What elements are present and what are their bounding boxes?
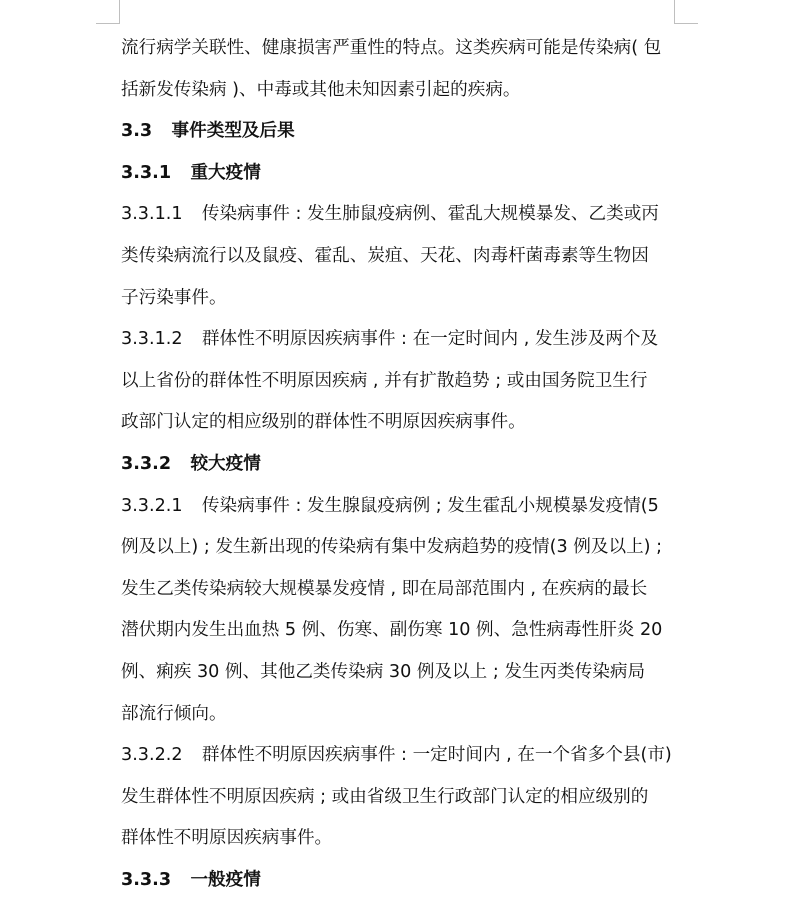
- paragraph-line: 群体性不明原因疾病事件。: [121, 828, 333, 849]
- item-3-3-1-1-line: [121, 194, 691, 236]
- paragraph-line: 以上省份的群体性不明原因疾病 , 并有扩散趋势 ; 或由国务院卫生行: [121, 370, 648, 391]
- item-number: 3.3.2.2: [121, 745, 183, 766]
- paragraph-line: 部流行倾向。: [121, 703, 227, 724]
- heading-title: 重大疫情: [190, 162, 261, 183]
- paragraph-line: 括新发传染病 )、中毒或其他未知因素引起的疾病。: [121, 79, 521, 100]
- heading-number: 3.3: [121, 121, 153, 142]
- crop-mark-top-left-horizontal: [96, 23, 120, 24]
- item-text: 传染病事件 : 发生腺鼠疫病例 ; 发生霍乱小规模暴发疫情(5: [201, 495, 659, 516]
- document-body: [121, 28, 691, 901]
- item-number: 3.3.1.1: [121, 204, 183, 225]
- item-3-3-1-2-line: [121, 319, 691, 361]
- item-3-3-2-1-line: [121, 486, 691, 528]
- heading-title: 一般疫情: [190, 869, 261, 890]
- paragraph-line: 政部门认定的相应级别的群体性不明原因疾病事件。: [121, 412, 526, 433]
- heading-number: 3.3.3: [121, 869, 172, 890]
- crop-mark-top-left-vertical: [119, 0, 120, 24]
- heading-3-3-3: [121, 860, 691, 901]
- crop-mark-top-right-horizontal: [674, 23, 698, 24]
- item-3-3-2-2-line: [121, 735, 691, 777]
- heading-3-3-2: [121, 444, 691, 486]
- paragraph-line: 子污染事件。: [121, 287, 227, 308]
- item-text: 群体性不明原因疾病事件 : 一定时间内 , 在一个省多个县(市): [201, 745, 672, 766]
- paragraph-line: 潜伏期内发生出血热 5 例、伤寒、副伤寒 10 例、急性病毒性肝炎 20: [121, 620, 663, 641]
- paragraph-line: 类传染病流行以及鼠疫、霍乱、炭疽、天花、肉毒杆菌毒素等生物因: [121, 245, 649, 266]
- crop-mark-top-right-vertical: [674, 0, 675, 24]
- heading-number: 3.3.2: [121, 453, 172, 474]
- heading-number: 3.3.1: [121, 162, 172, 183]
- item-text: 传染病事件 : 发生肺鼠疫病例、霍乱大规模暴发、乙类或丙: [201, 204, 659, 225]
- heading-title: 较大疫情: [190, 453, 261, 474]
- heading-3-3: [121, 111, 691, 153]
- paragraph-line: 流行病学关联性、健康损害严重性的特点。这类疾病可能是传染病( 包: [121, 38, 662, 58]
- item-number: 3.3.1.2: [121, 329, 183, 350]
- paragraph-line: 发生乙类传染病较大规模暴发疫情 , 即在局部范围内 , 在疾病的最长: [121, 578, 648, 599]
- paragraph-line: 例、痢疾 30 例、其他乙类传染病 30 例及以上 ; 发生丙类传染病局: [121, 661, 646, 682]
- paragraph-line: 发生群体性不明原因疾病 ; 或由省级卫生行政部门认定的相应级别的: [121, 786, 649, 807]
- heading-title: 事件类型及后果: [171, 121, 295, 142]
- item-number: 3.3.2.1: [121, 495, 183, 516]
- item-text: 群体性不明原因疾病事件 : 在一定时间内 , 发生涉及两个及: [201, 329, 659, 350]
- heading-3-3-1: [121, 153, 691, 195]
- paragraph-line: 例及以上) ; 发生新出现的传染病有集中发病趋势的疫情(3 例及以上) ;: [121, 537, 663, 558]
